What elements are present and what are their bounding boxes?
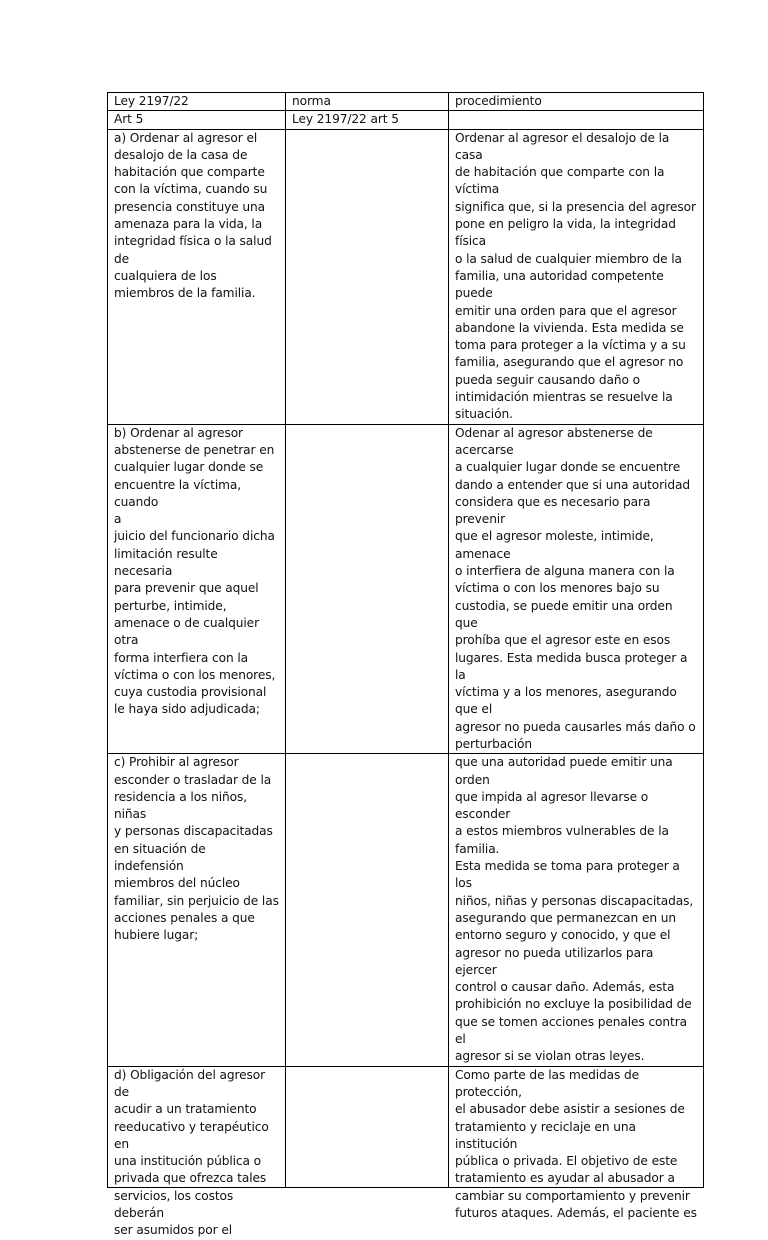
table-header-row (108, 93, 704, 111)
articulo-text: c) Prohibir al agresor esconder o trasladar de la residencia a los niños, niñas y personas discapacitadas en situación de indefensión miembros del núcleo familiar, sin perjuicio de las acciones penales a que hubiere lugar; (114, 755, 279, 943)
procedimiento-text: Odenar al agresor abstenerse de acercarse a cualquier lugar donde se encuentre dando a entender que si una autoridad considera que es necesario para prevenir que el agresor moleste, intimide, amenace o interfiera de alguna manera con la víctima o con los menores bajo su custodia, se puede emitir una orden que prohíba que el agresor este en esos lugares. Esta medida busca proteger a la víctima y a los menores, asegurando que el agresor no pueda causarles más daño o perturbación (455, 425, 696, 751)
law-table (107, 92, 704, 1238)
header-cell-procedimiento: procedimiento (449, 93, 704, 111)
header-cell-norma: norma (286, 93, 449, 111)
norma-cell (286, 754, 449, 1066)
articulo-cell (108, 424, 286, 754)
table-row (108, 1066, 704, 1187)
norma-cell (286, 1066, 449, 1187)
procedimiento-text: Ordenar al agresor el desalojo de la casa de habitación que comparte con la víctima significa que, si la presencia del agresor pone en peligro la vida, la integridad física o la salud de cualquier miembro de la familia, una autoridad competente puede emitir una orden para que el agresor abandone la vivienda. Esta medida se toma para proteger a la víctima y a su familia, asegurando que el agresor no pueda seguir causando daño o intimidación mientras se resuelve la situación. (455, 130, 696, 422)
norma-cell (286, 424, 449, 754)
articulo-cell (108, 129, 286, 424)
subheader-cell-art: Art 5 (108, 111, 286, 129)
procedimiento-cell (449, 1066, 704, 1220)
articulo-text: b) Ordenar al agresor abstenerse de penetrar en cualquier lugar donde se encuentre la víctima, cuando a juicio del funcionario dicha limitación resulte necesaria para prevenir que aquel perturbe, intimide, amenace o de cualquier otra forma interfiera con la víctima o con los menores, cuya custodia provisional le haya sido adjudicada; (114, 425, 276, 717)
articulo-text: a) Ordenar al agresor el desalojo de la casa de habitación que comparte con la víctima, cuando su presencia constituye una amenaza para la vida, la integridad física o la salud de cualquiera de los miembros de la familia. (114, 130, 272, 301)
procedimiento-cell (449, 129, 704, 424)
procedimiento-cell (449, 754, 704, 1066)
procedimiento-text: que una autoridad puede emitir una orden que impida al agresor llevarse o esconder a estos miembros vulnerables de la familia. Esta medida se toma para proteger a los niños, niñas y personas discapacitadas, asegurando que permanezcan en un entorno seguro y conocido, y que el agresor no pueda utilizarlos para ejercer control o causar daño. Además, esta prohibición no excluye la posibilidad de que se tomen acciones penales contra el agresor si se violan otras leyes. (455, 755, 694, 1064)
procedimiento-text: Como parte de las medidas de protección, el abusador debe asistir a sesiones de tratamiento y reciclaje en una institución pública o privada. El objetivo de este tratamiento es ayudar al abusador a cambiar su comportamiento y prevenir futuros ataques. Además, el paciente es (455, 1067, 697, 1220)
norma-cell (286, 129, 449, 424)
norma-text (292, 1067, 442, 1187)
subheader-cell-empty (449, 111, 704, 129)
table-row (108, 754, 704, 1066)
procedimiento-cell (449, 424, 704, 754)
table-subheader-row (108, 111, 704, 129)
articulo-cell (108, 1066, 286, 1238)
articulo-cell (108, 754, 286, 1066)
table-row (108, 129, 704, 424)
header-cell-ley: Ley 2197/22 (108, 93, 286, 111)
subheader-cell-norma-ref: Ley 2197/22 art 5 (286, 111, 449, 129)
articulo-text: d) Obligación del agresor de acudir a un tratamiento reeducativo y terapéutico en una institución pública o privada que ofrezca tales servicios, los costos deberán ser asumidos por el (114, 1067, 269, 1238)
table-row (108, 424, 704, 754)
